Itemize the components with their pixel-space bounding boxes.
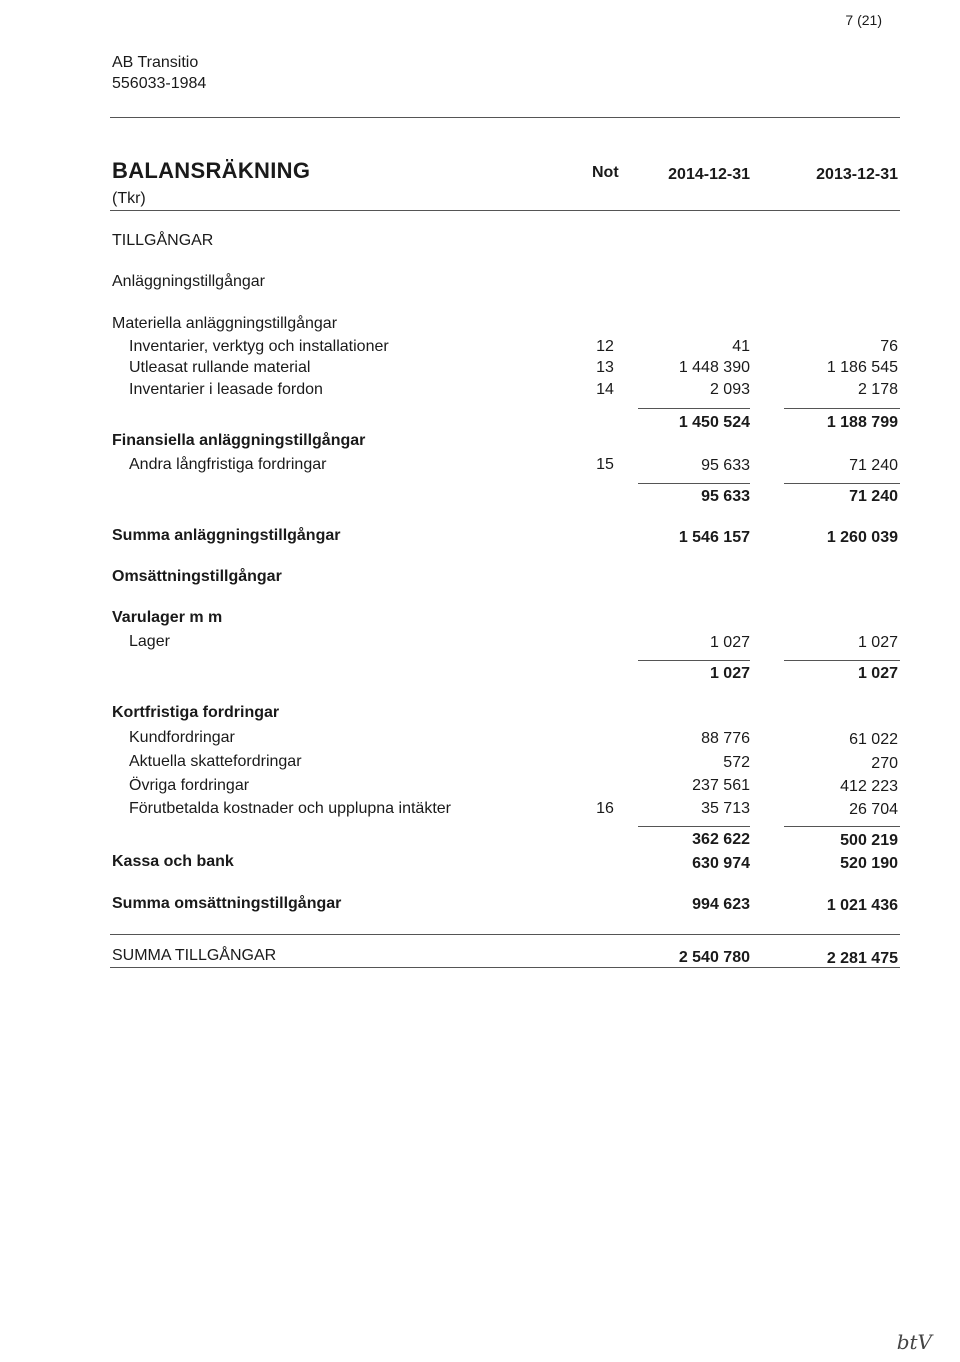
kassa-current: 630 974 (692, 855, 750, 872)
subtotal-current: 1 450 524 (678, 414, 750, 431)
subtotal-line (784, 660, 900, 661)
row-current: 35 713 (701, 800, 750, 817)
row-current: 2 093 (709, 381, 750, 398)
row-previous: 2 178 (857, 381, 898, 398)
row-note: 12 (596, 338, 614, 355)
section-materiella: Materiella anläggningstillgångar (112, 315, 338, 332)
row-label: Lager (129, 633, 170, 650)
row-label: Andra långfristiga fordringar (129, 456, 327, 473)
summa-omsattning-label: Summa omsättningstillgångar (112, 895, 342, 912)
grand-total-bottom-line (110, 967, 900, 968)
row-current: 1 448 390 (678, 359, 750, 376)
subtotal-line (784, 408, 900, 409)
row-current: 1 027 (709, 634, 750, 651)
section-omsattning: Omsättningstillgångar (112, 568, 282, 585)
subtotal-line (638, 660, 750, 661)
subtotal-line (638, 483, 750, 484)
summa-tillgangar-previous: 2 281 475 (826, 950, 898, 967)
subtotal-current: 95 633 (701, 488, 750, 505)
summa-anlaggning-previous: 1 260 039 (826, 529, 898, 546)
subtotal-previous: 500 219 (840, 832, 898, 849)
row-label: Inventarier i leasade fordon (129, 381, 323, 398)
org-number: 556033-1984 (112, 75, 207, 92)
section-tillgangar: TILLGÅNGAR (112, 232, 214, 249)
row-label: Aktuella skattefordringar (129, 753, 302, 770)
company-name: AB Transitio (112, 54, 199, 71)
subtotal-previous: 71 240 (849, 488, 898, 505)
row-current: 237 561 (692, 777, 750, 794)
summa-anlaggning-current: 1 546 157 (678, 529, 750, 546)
subtotal-line (638, 408, 750, 409)
row-label: Inventarier, verktyg och installationer (129, 338, 389, 355)
row-previous: 270 (871, 755, 898, 772)
row-current: 88 776 (701, 730, 750, 747)
row-previous: 71 240 (849, 457, 898, 474)
subtotal-line (784, 826, 900, 827)
subtotal-current: 362 622 (692, 831, 750, 848)
row-note: 16 (596, 800, 614, 817)
section-varulager: Varulager m m (112, 609, 223, 626)
title-divider (110, 210, 900, 211)
column-header-previous: 2013-12-31 (816, 166, 898, 183)
row-previous: 76 (880, 338, 898, 355)
row-note: 14 (596, 381, 614, 398)
row-label: Utleasat rullande material (129, 359, 311, 376)
column-header-current: 2014-12-31 (668, 166, 750, 183)
section-finansiella: Finansiella anläggningstillgångar (112, 432, 366, 449)
row-label: Förutbetalda kostnader och upplupna intäkter (129, 800, 451, 817)
signature-initials: btV (896, 1330, 932, 1354)
column-header-note: Not (592, 164, 619, 181)
summa-anlaggning-label: Summa anläggningstillgångar (112, 527, 341, 544)
subtotal-previous: 1 027 (857, 665, 898, 682)
section-kortfristiga: Kortfristiga fordringar (112, 704, 280, 721)
row-current: 572 (723, 754, 750, 771)
header-divider (110, 117, 900, 118)
subtotal-line (638, 826, 750, 827)
section-anlaggningstillgangar: Anläggningstillgångar (112, 273, 265, 290)
row-previous: 412 223 (840, 778, 898, 795)
row-label: Övriga fordringar (129, 777, 250, 794)
row-note: 15 (596, 456, 614, 473)
row-previous: 61 022 (849, 731, 898, 748)
row-label: Kundfordringar (129, 729, 235, 746)
summa-omsattning-current: 994 623 (692, 896, 750, 913)
subtotal-current: 1 027 (709, 665, 750, 682)
summa-tillgangar-label: SUMMA TILLGÅNGAR (112, 947, 277, 964)
page-number: 7 (21) (845, 12, 882, 28)
row-current: 95 633 (701, 457, 750, 474)
subtotal-previous: 1 188 799 (826, 414, 898, 431)
section-kassa: Kassa och bank (112, 853, 234, 870)
row-current: 41 (732, 338, 750, 355)
row-previous: 1 027 (857, 634, 898, 651)
subtotal-line (784, 483, 900, 484)
kassa-previous: 520 190 (840, 855, 898, 872)
summa-omsattning-previous: 1 021 436 (826, 897, 898, 914)
summa-tillgangar-current: 2 540 780 (678, 949, 750, 966)
unit-label: (Tkr) (112, 190, 146, 207)
statement-title: BALANSRÄKNING (112, 158, 311, 183)
grand-total-top-line (110, 934, 900, 935)
row-note: 13 (596, 359, 614, 376)
row-previous: 26 704 (849, 801, 898, 818)
row-previous: 1 186 545 (826, 359, 898, 376)
